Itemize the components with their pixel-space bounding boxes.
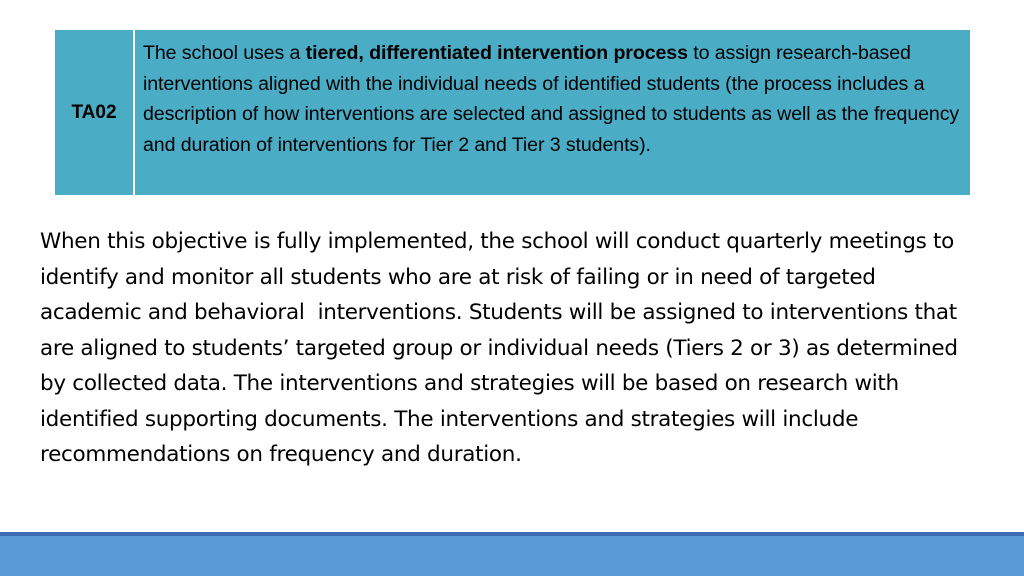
- objective-description-lead: The school uses a: [143, 42, 306, 64]
- footer-bar: [0, 532, 1024, 576]
- implementation-description: When this objective is fully implemented, the school will conduct quarterly meetings to identify and monitor all students who are at risk of failing or in need of targeted academic and behavioral interventions. Students will be assigned to interventions that are aligned to students’ targeted group or individual needs (Tiers 2 or 3) as determined by collected data. The interventions and strategies will be based on research with identified supporting documents. The interventions and strategies will include recommendations on frequency and duration.: [40, 229, 965, 467]
- objective-code: TA02: [71, 101, 117, 123]
- objective-table: [55, 30, 970, 195]
- objective-description-rest: to assign research-based interventions aligned with the individual needs of identified students (the process includes a description of how interventions are selected and assigned to students as well as the frequency and duration of interventions for Tier 2 and Tier 3 students).: [143, 42, 960, 156]
- objective-description-emphasis: tiered, differentiated intervention process: [305, 42, 688, 64]
- objective-code-cell: [55, 30, 135, 195]
- objective-description-cell: [135, 30, 970, 195]
